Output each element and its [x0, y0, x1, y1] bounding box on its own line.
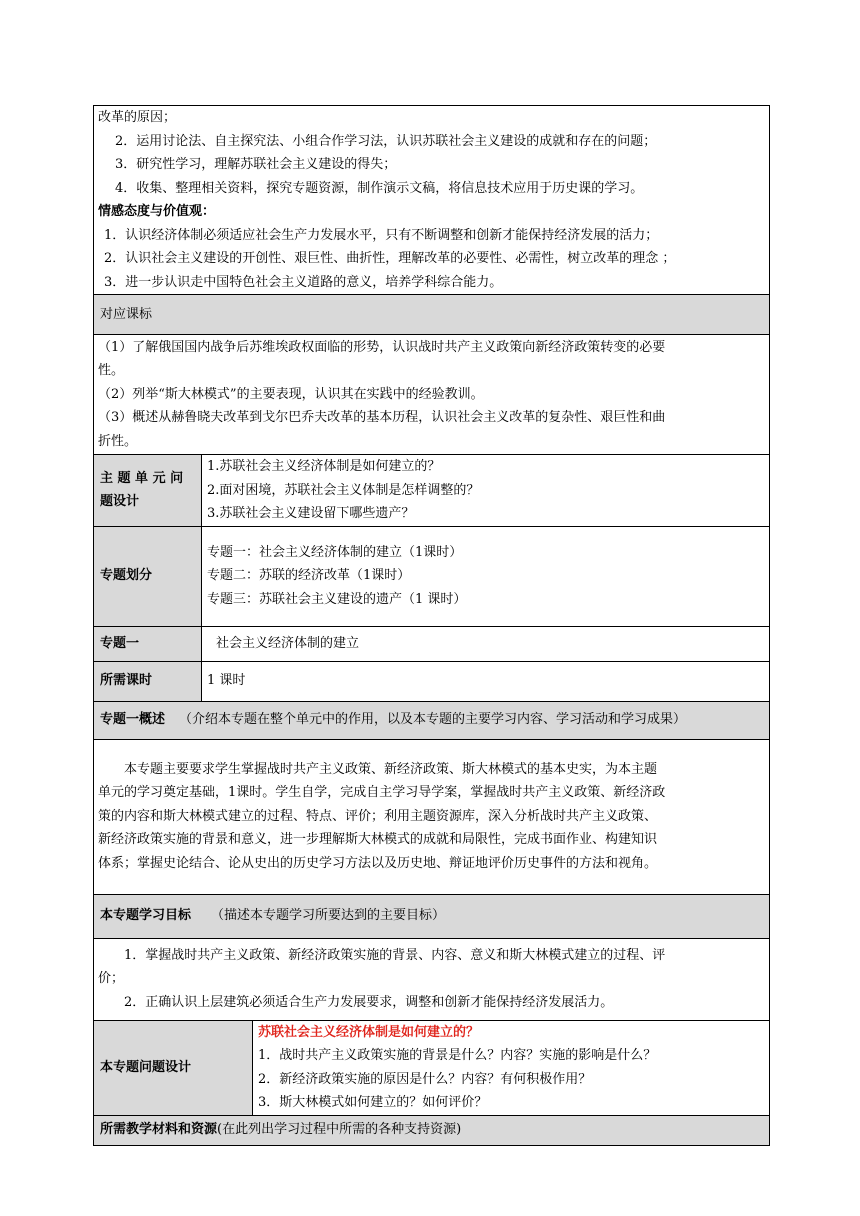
unit-questions-label: 主 题 单 元 问: [100, 470, 184, 486]
objectives-heading: 本专题学习目标: [100, 908, 192, 924]
topic-objectives-row: [94, 938, 770, 1020]
standard-item-3-cont: 折性。: [98, 433, 138, 449]
affect-heading: 情感态度与价值观：: [98, 204, 216, 219]
standards-header-row: [94, 295, 770, 335]
materials-heading: 所需教学材料和资源: [100, 1122, 218, 1138]
topic-one-value: 社会主义经济体制的建立: [216, 635, 360, 651]
objectives-header-cell: [94, 894, 770, 938]
overview-line: 体系；掌握史论结合、论从史出的历史学习方法以及历史地、辩证地评价历史事件的方法和视角。: [98, 855, 658, 871]
topic-division-item: 专题三：苏联社会主义建设的遗产（1 课时）: [207, 591, 467, 607]
topic-question-item: 1．战时共产主义政策实施的背景是什么？内容？实施的影响是什么？: [258, 1048, 657, 1063]
intro-line: 2．运用讨论法、自主探究法、小组合作学习法，认识苏联社会主义建设的成就和存在的问题；: [115, 133, 657, 149]
affect-item: 2．认识社会主义建设的开创性、艰巨性、曲折性，理解改革的必要性、必需性，树立改革的理念 ；: [104, 251, 676, 266]
unit-questions-cell: [202, 455, 770, 527]
overview-cell: [94, 739, 770, 894]
unit-question-item: 1.苏联社会主义经济体制是如何建立的？: [207, 459, 441, 474]
hours-label: 所需课时: [100, 673, 153, 689]
hours-value: 1 课时: [207, 673, 246, 689]
topic-division-label-cell: [94, 526, 202, 626]
overview-line: 单元的学习奠定基础，1课时。学生自学，完成自主学习导学案，掌握战时共产主义政策、新经济政: [98, 785, 666, 801]
overview-heading: 专题一概述: [100, 712, 166, 728]
materials-note: (在此列出学习过程中所需的各种支持资源): [217, 1122, 462, 1138]
topic-questions-cell: [253, 1020, 770, 1115]
hours-row: [94, 661, 770, 701]
topic-questions-row: [94, 1020, 770, 1115]
objective-item-2: 2．正确认识上层建筑必须适合生产力发展要求，调整和创新才能保持经济发展活力。: [124, 994, 614, 1010]
topic-questions-title: 苏联社会主义经济体制是如何建立的？: [258, 1024, 480, 1040]
standard-item-1: （1）了解俄国国内战争后苏维埃政权面临的形势，认识战时共产主义政策向新经济政策转变的必要: [98, 339, 666, 355]
overview-line: 新经济政策实施的背景和意义，进一步理解斯大林模式的成就和局限性，完成书面作业、构建知识: [98, 832, 658, 848]
affect-item: 3．进一步认识走中国特色社会主义道路的意义，培养学科综合能力。: [104, 274, 503, 290]
unit-questions-row: [94, 455, 770, 527]
topic-division-item: 专题一：社会主义经济体制的建立（1课时）: [207, 544, 463, 560]
overview-line: 本专题主要要求学生掌握战时共产主义政策、新经济政策、斯大林模式的基本史实，为本主题: [124, 761, 658, 777]
intro-line: 4．收集、整理相关资料，探究专题资源，制作演示文稿，将信息技术应用于历史课的学习。: [115, 180, 644, 196]
intro-line: 3．研究性学习，理解苏联社会主义建设的得失；: [115, 157, 397, 172]
standards-heading: 对应课标: [100, 306, 153, 322]
intro-line: 改革的原因；: [98, 110, 177, 125]
topic-one-label-cell: [94, 626, 202, 661]
standard-item-3: （3）概述从赫鲁晓夫改革到戈尔巴乔夫改革的基本历程，认识社会主义改革的复杂性、艰巨性和曲: [98, 410, 666, 426]
topic-one-label: 专题一: [100, 635, 140, 651]
unit-question-item: 2.面对困境，苏联社会主义体制是怎样调整的？: [207, 482, 480, 498]
topic-question-item: 3．斯大林模式如何建立的？如何评价？: [258, 1095, 488, 1110]
standard-item-2: （2）列举“斯大林模式”的主要表现，认识其在实践中的经验教训。: [98, 386, 484, 402]
objectives-note: （描述本专题学习所要达到的主要目标）: [211, 908, 446, 924]
unit-questions-label-cell: [94, 455, 202, 527]
overview-line: 策的内容和斯大林模式建立的过程、特点、评价；利用主题资源库，深入分析战时共产主义政策、: [98, 808, 658, 824]
unit-question-item: 3.苏联社会主义建设留下哪些遗产？: [207, 506, 415, 521]
objectives-row: [94, 106, 770, 295]
overview-header-cell: [94, 701, 770, 739]
objectives-header-row: [94, 894, 770, 938]
standards-header-cell: [94, 295, 770, 335]
topic-objectives-cell: [94, 938, 770, 1020]
hours-cell: [202, 661, 770, 701]
affect-item: 1．认识经济体制必须适应社会生产力发展水平，只有不断调整和创新才能保持经济发展的活力；: [104, 227, 659, 243]
lesson-plan-page: [93, 105, 769, 1146]
unit-questions-label: 题设计: [100, 494, 140, 510]
objective-item-1: 1．掌握战时共产主义政策、新经济政策实施的背景、内容、意义和斯大林模式建立的过程、评: [124, 947, 666, 963]
overview-note: （介绍本专题在整个单元中的作用，以及本专题的主要学习内容、学习活动和学习成果）: [179, 712, 687, 728]
topic-questions-label: 本专题问题设计: [100, 1059, 192, 1075]
materials-cell: [94, 1115, 770, 1145]
standards-cell: [94, 335, 770, 455]
topic-division-label: 专题划分: [100, 568, 153, 584]
lesson-plan-table: [93, 105, 770, 1146]
topic-one-row: [94, 626, 770, 661]
hours-label-cell: [94, 661, 202, 701]
materials-row: [94, 1115, 770, 1145]
topic-one-cell: [202, 626, 770, 661]
topic-division-row: [94, 526, 770, 626]
standard-item-1-cont: 性。: [98, 363, 125, 379]
topic-division-item: 专题二：苏联的经济改革（1课时）: [207, 568, 411, 584]
overview-row: [94, 739, 770, 894]
topic-question-item: 2．新经济政策实施的原因是什么？内容？有何积极作用？: [258, 1071, 592, 1087]
topic-questions-label-cell: [94, 1020, 253, 1115]
objective-item-1-cont: 价；: [98, 971, 125, 987]
topic-division-cell: [202, 526, 770, 626]
standards-row: [94, 335, 770, 455]
overview-header-row: [94, 701, 770, 739]
objectives-cell: [94, 106, 770, 295]
